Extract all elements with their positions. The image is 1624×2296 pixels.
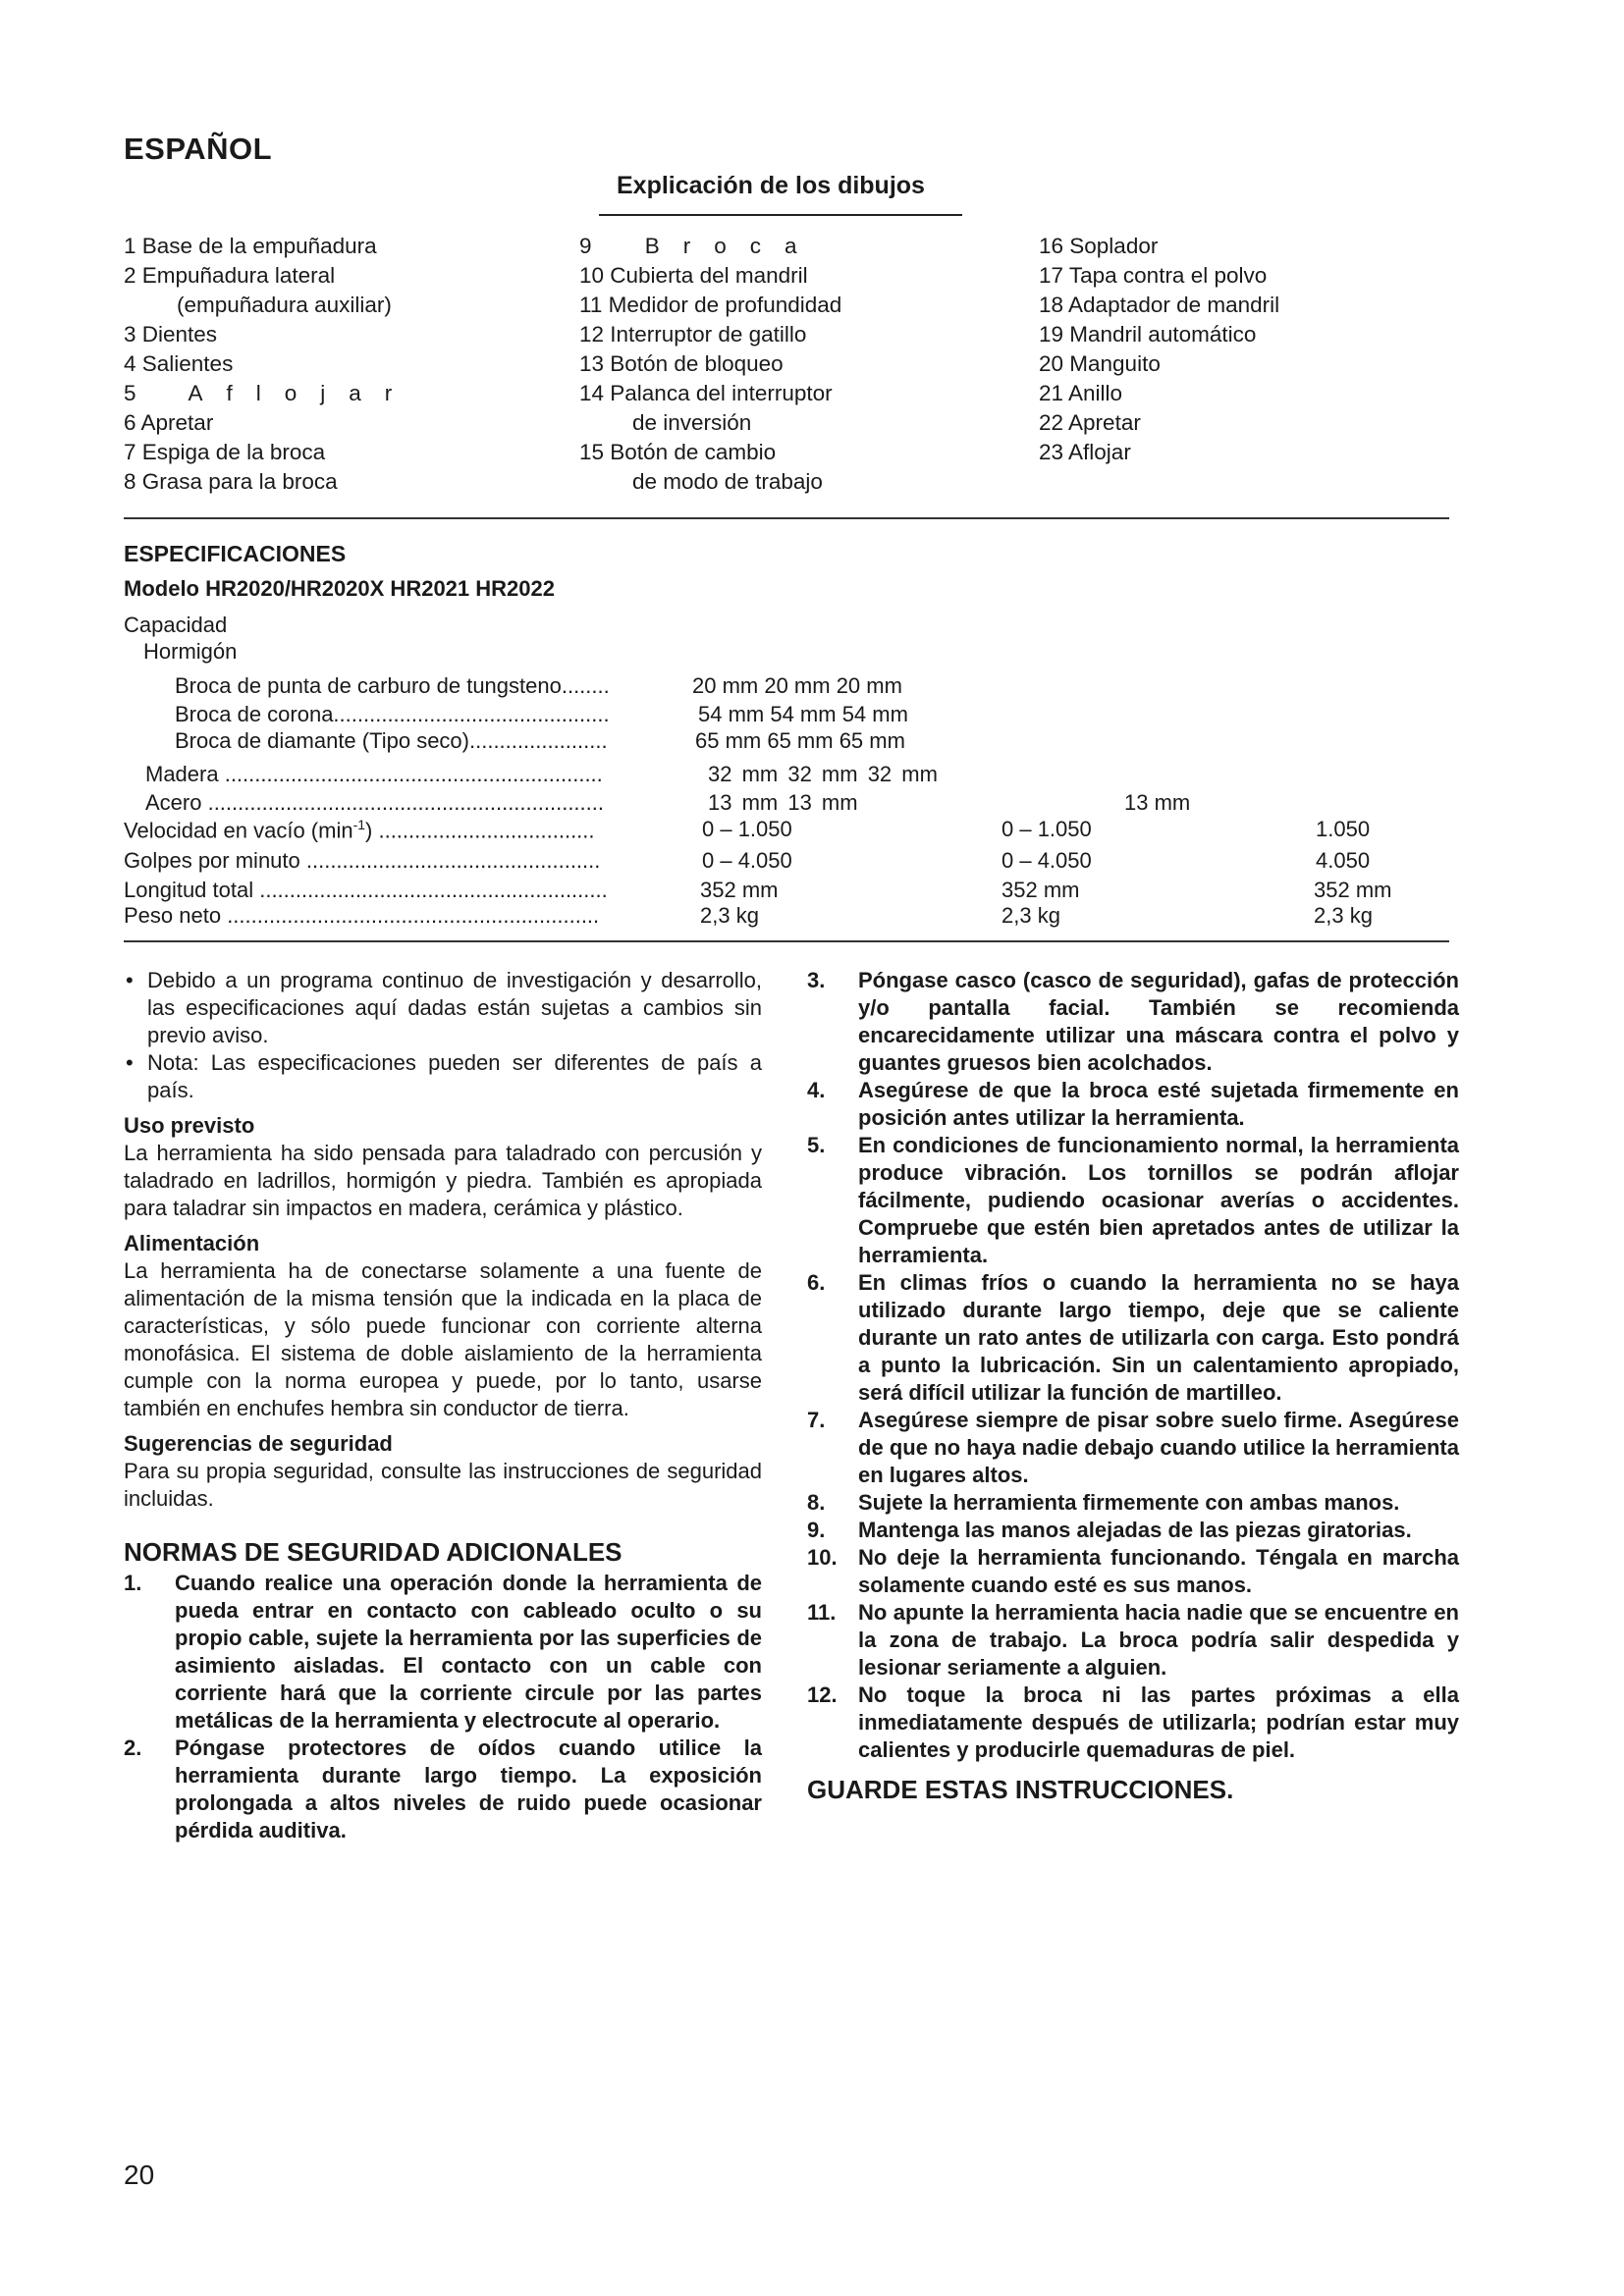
legend-item: 1 Base de la empuñadura — [124, 234, 377, 258]
spec-tungsten-values: 20 mm 20 mm 20 mm — [692, 673, 902, 698]
legend-item: 22 Apretar — [1039, 410, 1141, 435]
alimentacion-text: La herramienta ha de conectarse solamente a una fuente de alimentación de la misma tensión que la indicada en la placa de características, y sólo puede funcionar con corriente alterna monofásica. El sistema de doble aislamiento de la herramienta cumple con la norma europea y puede, por lo tanto, usarse también en enchufes hembra sin conductor de tierra. — [124, 1258, 762, 1420]
safety-rule-item: 4. Asegúrese de que la broca esté sujetada firmemente en posición antes utilizar la herramienta. — [807, 1078, 1459, 1130]
specs-title: ESPECIFICACIONES — [124, 541, 347, 566]
spec-weight-v3: 2,3 kg — [1314, 903, 1373, 928]
legend-item: 23 Aflojar — [1039, 440, 1131, 464]
legend-column-3 — [1039, 232, 1279, 467]
legend-item: 18 Adaptador de mandril — [1039, 293, 1280, 317]
legend-item: 8 Grasa para la broca — [124, 469, 338, 494]
safety-rule-item: 3. Póngase casco (casco de seguridad), gafas de protección y/o pantalla facial. También se recomienda encarecidamente utilizar una máscara contra el polvo y guantes gruesos bien acolchados. — [807, 968, 1459, 1075]
alimentacion-title: Alimentación — [124, 1231, 260, 1255]
page-number: 20 — [124, 2160, 155, 2190]
legend-item: 19 Mandril automático — [1039, 322, 1257, 347]
safety-rule-item: 1. Cuando realice una operación donde la herramienta de pueda entrar en contacto con cableado oculto o su propio cable, sujete la herramienta por las superficies de asimiento aisladas. El contacto con un cable con corriente hará que la corriente circule por las partes metálicas de la herramienta y electrocute al operario. — [124, 1571, 762, 1733]
uso-previsto-text: La herramienta ha sido pensada para taladrado con percusión y taladrado en ladrillos, hormigón y piedra. También es apropiada para taladrar sin impactos en madera, cerámica y plástico. — [124, 1141, 762, 1220]
legend-item: de inversión — [632, 410, 752, 435]
spec-speed-v1: 0 – 1.050 — [702, 817, 792, 841]
sugerencias-text: Para su propia seguridad, consulte las instrucciones de seguridad incluidas. — [124, 1459, 762, 1511]
specs-model-line: Modelo HR2020/HR2020X HR2021 HR2022 — [124, 576, 555, 601]
legend-item: 20 Manguito — [1039, 351, 1161, 376]
spec-diamond-label: Broca de diamante (Tipo seco)....................... — [175, 728, 608, 753]
spec-bpm-label: Golpes por minuto ................................................. — [124, 848, 601, 873]
safety-rule-item: 2. Póngase protectores de oídos cuando utilice la herramienta durante largo tiempo. La exposición prolongada a altos niveles de ruido puede ocasionar pérdida auditiva. — [124, 1735, 762, 1842]
bullet-item: • Nota: Las especificaciones pueden ser diferentes de país a país. — [126, 1050, 762, 1102]
safety-rule-item: 8. Sujete la herramienta firmemente con ambas manos. — [807, 1490, 1400, 1515]
guarde-instrucciones: GUARDE ESTAS INSTRUCCIONES. — [807, 1775, 1234, 1804]
legend-item: 13 Botón de bloqueo — [579, 351, 784, 376]
legend-item: de modo de trabajo — [632, 469, 823, 494]
legend-item: 11 Medidor de profundidad — [579, 293, 842, 317]
safety-rule-item: 7. Asegúrese siempre de pisar sobre suelo firme. Asegúrese de que no haya nadie debajo cuando utilice la herramienta en lugares altos. — [807, 1408, 1459, 1487]
safety-rule-item: 6. En climas fríos o cuando la herramienta no se haya utilizado durante largo tiempo, deje que se caliente durante un rato antes de utilizarla con carga. Esto pondrá a punto la lubricación. Sin un calentamiento apropiado, será difícil utilizar la función de martilleo. — [807, 1270, 1459, 1405]
legend-item: 14 Palanca del interruptor — [579, 381, 833, 405]
legend-title-underline — [599, 214, 962, 216]
spec-length-label: Longitud total .......................................................... — [124, 878, 608, 902]
legend-item: 5 Aflojar — [124, 381, 416, 405]
spec-length-v2: 352 mm — [1001, 878, 1080, 902]
spec-bpm-v1: 0 – 4.050 — [702, 848, 792, 873]
spec-core-label: Broca de corona.............................................. — [175, 702, 610, 726]
legend-item: 9 Broca — [579, 234, 821, 258]
uso-previsto-title: Uso previsto — [124, 1113, 255, 1138]
legend-column-1 — [124, 232, 415, 497]
spec-weight-v1: 2,3 kg — [700, 903, 759, 928]
legend-item: 12 Interruptor de gatillo — [579, 322, 807, 347]
legend-item: 2 Empuñadura lateral — [124, 263, 336, 288]
spec-core-values: 54 mm 54 mm 54 mm — [698, 702, 908, 726]
legend-item: 4 Salientes — [124, 351, 234, 376]
legend-item: (empuñadura auxiliar) — [177, 293, 392, 317]
sugerencias-title: Sugerencias de seguridad — [124, 1431, 393, 1456]
legend-column-2 — [579, 232, 841, 497]
legend-title: Explicación de los dibujos — [617, 172, 925, 199]
spec-concrete-label: Hormigón — [143, 639, 238, 664]
spec-steel-value-3: 13 mm — [1124, 790, 1191, 815]
spec-speed-label: Velocidad en vacío $(\min^{-1})$ .................................... — [124, 817, 595, 843]
spec-wood-values: 32 mm 32 mm 32 mm — [708, 762, 938, 786]
safety-rule-item: 10. No deje la herramienta funcionando. Téngala en marcha solamente cuando esté es sus manos. — [807, 1545, 1459, 1597]
divider — [124, 940, 1449, 942]
right-column — [807, 967, 1459, 1803]
bullet-dot-icon: • — [126, 968, 134, 992]
language-heading: ESPAÑOL — [124, 132, 273, 166]
spec-length-v3: 352 mm — [1314, 878, 1392, 902]
legend-item: 17 Tapa contra el polvo — [1039, 263, 1268, 288]
spec-weight-v2: 2,3 kg — [1001, 903, 1060, 928]
safety-rule-item: 11. No apunte la herramienta hacia nadie que se encuentre en la zona de trabajo. La broca podría salir despedida y lesionar seriamente a alguien. — [807, 1600, 1459, 1680]
bullet-item: • Debido a un programa continuo de investigación y desarrollo, las especificaciones aquí dadas están sujetas a cambios sin previo aviso. — [126, 968, 762, 1047]
divider — [124, 517, 1449, 519]
legend-item: 6 Apretar — [124, 410, 214, 435]
legend-item: 7 Espiga de la broca — [124, 440, 326, 464]
spec-speed-v3: 1.050 — [1316, 817, 1371, 841]
legend-item: 16 Soplador — [1039, 234, 1159, 258]
spec-weight-label: Peso neto .............................................................. — [124, 903, 600, 928]
legend-item: 10 Cubierta del mandril — [579, 263, 808, 288]
safety-rule-item: 12. No toque la broca ni las partes próximas a ella inmediatamente después de utilizarla; podrían estar muy calientes y producirle quemaduras de piel. — [807, 1682, 1459, 1762]
normas-title: NORMAS DE SEGURIDAD ADICIONALES — [124, 1537, 623, 1567]
left-column — [124, 967, 762, 1844]
legend-item: 21 Anillo — [1039, 381, 1123, 405]
spec-steel-label: Acero .................................................................. — [145, 790, 604, 815]
spec-speed-v2: 0 – 1.050 — [1001, 817, 1092, 841]
safety-rule-item: 5. En condiciones de funcionamiento normal, la herramienta produce vibración. Los tornillos se podrán aflojar fácilmente, pudiendo ocasionar averías o accidentes. Compruebe que estén bien apretados antes de utilizar la herramienta. — [807, 1133, 1459, 1267]
spec-diamond-values: 65 mm 65 mm 65 mm — [695, 728, 905, 753]
spec-capacity-label: Capacidad — [124, 613, 228, 637]
spec-steel-values: 13 mm 13 mm — [708, 790, 858, 815]
legend-item: 3 Dientes — [124, 322, 218, 347]
spec-bpm-v2: 0 – 4.050 — [1001, 848, 1092, 873]
spec-tungsten-label: Broca de punta de carburo de tungsteno........ — [175, 673, 610, 698]
spec-bpm-v3: 4.050 — [1316, 848, 1371, 873]
spec-wood-label: Madera ............................................................... — [145, 762, 603, 786]
bullet-dot-icon: • — [126, 1050, 134, 1075]
legend-item: 15 Botón de cambio — [579, 440, 777, 464]
spec-length-v1: 352 mm — [700, 878, 779, 902]
safety-rule-item: 9. Mantenga las manos alejadas de las piezas giratorias. — [807, 1518, 1412, 1542]
